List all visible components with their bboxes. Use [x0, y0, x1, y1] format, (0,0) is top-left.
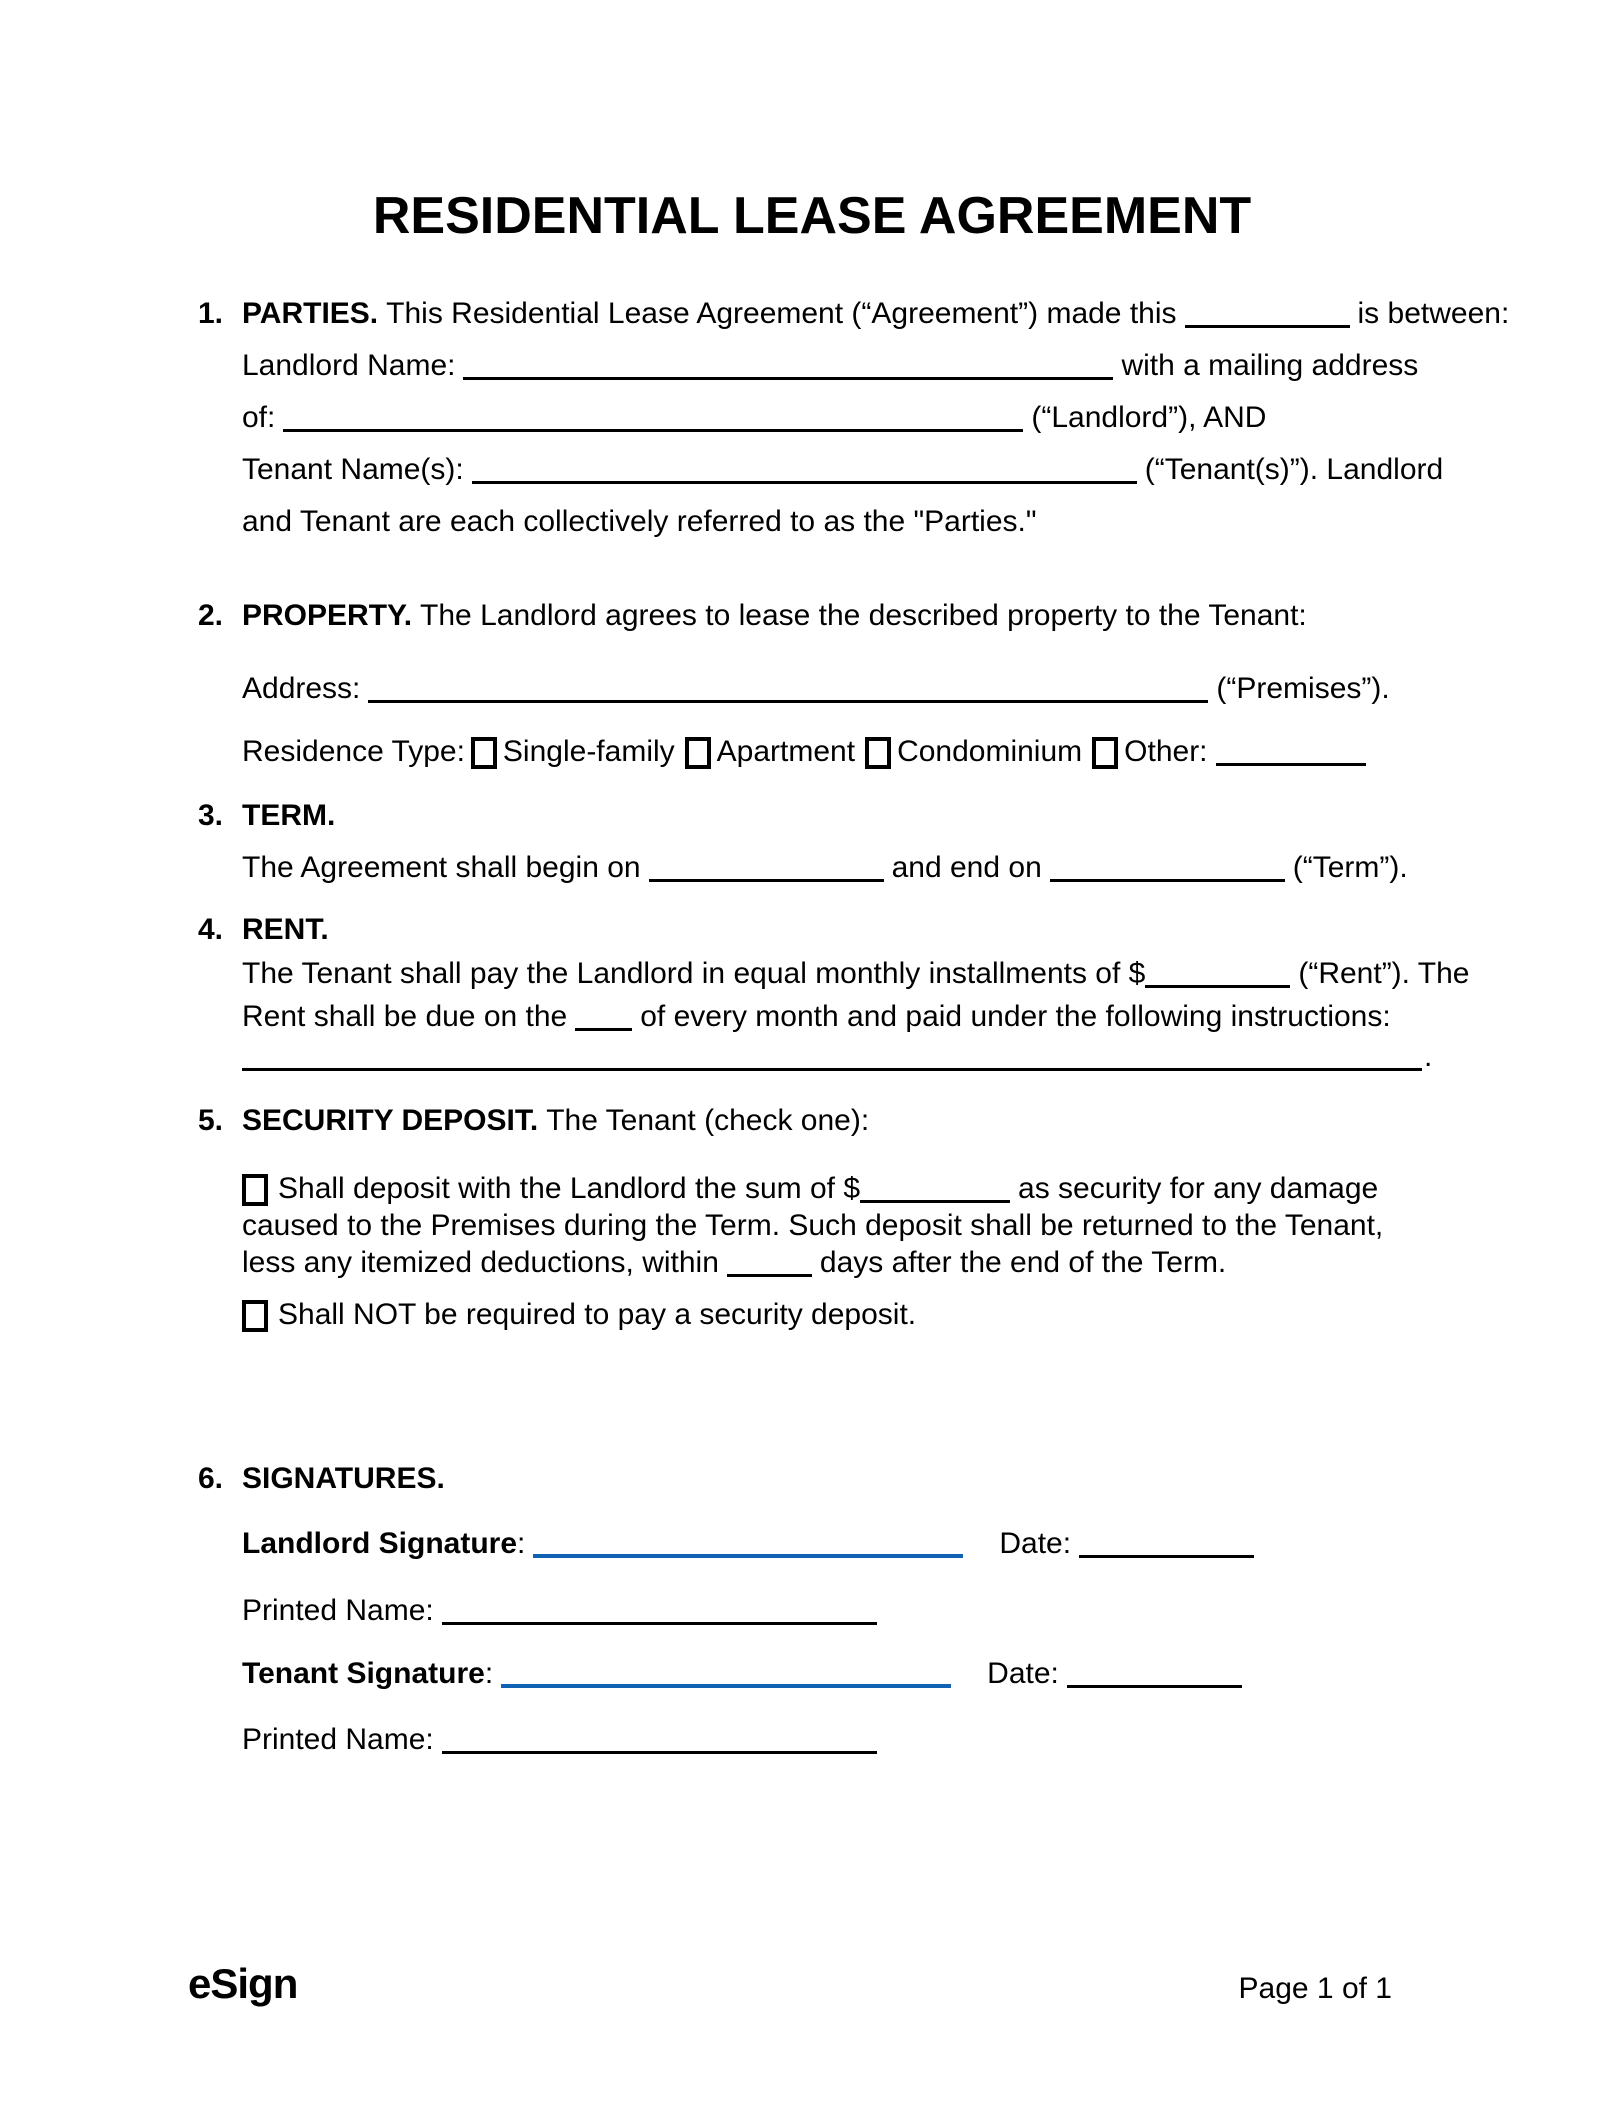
- term-dates-row: [242, 851, 1416, 885]
- tenant-names-blank[interactable]: [472, 462, 1137, 484]
- property-address-blank[interactable]: [368, 681, 1208, 703]
- term-end-date-blank[interactable]: [1050, 860, 1285, 882]
- landlord-name-row: [242, 349, 1426, 383]
- esign-logo: eSign: [188, 1960, 298, 2007]
- rent-due-day-blank[interactable]: [575, 1009, 632, 1031]
- deposit-amount-blank[interactable]: [860, 1181, 1010, 1203]
- deposit-days-blank[interactable]: [727, 1255, 812, 1277]
- signatures-heading: SIGNATURES.: [242, 1462, 445, 1495]
- deposit-option2-text: Shall NOT be required to pay a security deposit.: [278, 1298, 917, 1331]
- section-number-rent: 4.: [198, 913, 224, 946]
- landlord-address-blank[interactable]: [283, 410, 1023, 432]
- landlord-signature-label: Landlord Signature: [242, 1527, 518, 1560]
- payment-instructions-blank[interactable]: [242, 1049, 1422, 1071]
- property-intro: The Landlord agrees to lease the described property to the Tenant:: [420, 599, 1307, 632]
- deposit-heading: SECURITY DEPOSIT.: [242, 1104, 539, 1137]
- deposit-option2-paragraph: [242, 1296, 1442, 1333]
- rent-line3-post: .: [1424, 1040, 1433, 1073]
- term-middle: and end on: [891, 851, 1042, 884]
- tenant-date-label: Date:: [987, 1657, 1059, 1690]
- term-heading-row: [198, 799, 343, 833]
- landlord-name-label: Landlord Name:: [242, 349, 456, 382]
- deposit-option1-post: days after the end of the Term.: [819, 1246, 1227, 1279]
- section-number-term: 3.: [198, 799, 224, 832]
- property-heading: PROPERTY.: [242, 599, 413, 632]
- of-post: (“Landlord”), AND: [1031, 401, 1267, 434]
- term-start-date-blank[interactable]: [649, 860, 884, 882]
- landlord-date-label: Date:: [999, 1527, 1072, 1560]
- term-post: (“Term”).: [1292, 851, 1408, 884]
- signatures-heading-row: [198, 1462, 453, 1496]
- tenant-printed-name-blank[interactable]: [442, 1732, 877, 1754]
- residence-type-row: [242, 735, 1374, 769]
- deposit-heading-row: [198, 1104, 877, 1138]
- tenant-signature-date-blank[interactable]: [1067, 1666, 1242, 1688]
- payment-instructions-row: [242, 1040, 1440, 1074]
- section-number-signatures: 6.: [198, 1462, 224, 1495]
- page-indicator: Page 1 of 1: [1238, 1972, 1392, 2005]
- checkbox-single-family[interactable]: [471, 737, 497, 769]
- parties-intro-pre: This Residential Lease Agreement (“Agreement”) made this: [386, 297, 1177, 330]
- landlord-signature-row: [242, 1527, 1262, 1561]
- landlord-signature-date-blank[interactable]: [1079, 1536, 1254, 1558]
- property-address-row: [242, 672, 1398, 706]
- parties-intro-post: is between:: [1357, 297, 1510, 330]
- rent-due-row: [242, 1000, 1399, 1034]
- term-heading: TERM.: [242, 799, 336, 832]
- residence-type-label: Residence Type:: [242, 735, 465, 768]
- checkbox-no-deposit[interactable]: [242, 1300, 268, 1332]
- tenant-name-row: [242, 453, 1451, 487]
- checkbox-apartment[interactable]: [685, 737, 711, 769]
- rent-heading: RENT.: [242, 913, 329, 946]
- landlord-signature-line[interactable]: [533, 1536, 963, 1558]
- tenant-printed-name-row: [242, 1723, 885, 1757]
- deposit-option1-mid: as security for any damage caused to the Premises during the Term. Such deposit shall be returned to the Tenant, less any itemized deductions, within: [242, 1172, 1384, 1279]
- checkbox-other[interactable]: [1092, 737, 1118, 769]
- deposit-option1-paragraph: [242, 1170, 1442, 1281]
- option-single-family-label: Single-family: [502, 735, 675, 768]
- agreement-date-blank[interactable]: [1185, 306, 1350, 328]
- section-number-deposit: 5.: [198, 1104, 224, 1137]
- deposit-option1-pre: Shall deposit with the Landlord the sum of $: [278, 1172, 861, 1205]
- parties-heading: PARTIES.: [242, 297, 379, 330]
- of-label: of:: [242, 401, 276, 434]
- rent-amount-row: [242, 957, 1478, 991]
- landlord-name-post: with a mailing address: [1121, 349, 1419, 382]
- tenant-signature-line[interactable]: [501, 1666, 951, 1688]
- rent-amount-blank[interactable]: [1145, 966, 1290, 988]
- section-number-property: 2.: [198, 599, 224, 632]
- rent-heading-row: [198, 913, 337, 947]
- deposit-intro: The Tenant (check one):: [546, 1104, 870, 1137]
- tenant-signature-row: [242, 1657, 1250, 1691]
- document-title: RESIDENTIAL LEASE AGREEMENT: [372, 187, 1252, 245]
- parties-closing-row: [242, 505, 1045, 539]
- property-heading-row: [198, 599, 1315, 633]
- parties-closing: and Tenant are each collectively referred to as the "Parties.": [242, 505, 1037, 538]
- address-label: Address:: [242, 672, 361, 705]
- rent-line2-pre: Rent shall be due on the: [242, 1000, 568, 1033]
- rent-line1-pre: The Tenant shall pay the Landlord in equal monthly installments of $: [242, 957, 1146, 990]
- landlord-printed-name-row: [242, 1594, 885, 1628]
- tenant-name-label: Tenant Name(s):: [242, 453, 464, 486]
- tenant-printed-name-label: Printed Name:: [242, 1723, 434, 1756]
- tenant-signature-colon: :: [484, 1657, 494, 1690]
- landlord-signature-colon: :: [517, 1527, 526, 1560]
- landlord-printed-name-blank[interactable]: [442, 1603, 877, 1625]
- residence-other-blank[interactable]: [1216, 744, 1366, 766]
- rent-line2-post: of every month and paid under the following instructions:: [640, 1000, 1391, 1033]
- checkbox-deposit-required[interactable]: [242, 1174, 268, 1206]
- landlord-address-row: [242, 401, 1274, 435]
- section-number-parties: 1.: [198, 297, 224, 330]
- parties-intro-row: [198, 297, 1517, 331]
- landlord-name-blank[interactable]: [463, 358, 1113, 380]
- rent-line1-post: (“Rent”). The: [1298, 957, 1470, 990]
- tenant-signature-label: Tenant Signature: [242, 1657, 485, 1690]
- option-apartment-label: Apartment: [716, 735, 856, 768]
- option-other-label: Other:: [1124, 735, 1208, 768]
- landlord-printed-name-label: Printed Name:: [242, 1594, 434, 1627]
- checkbox-condominium[interactable]: [865, 737, 891, 769]
- option-condominium-label: Condominium: [897, 735, 1083, 768]
- term-begin-pre: The Agreement shall begin on: [242, 851, 641, 884]
- tenant-name-post: (“Tenant(s)”). Landlord: [1144, 453, 1444, 486]
- address-post: (“Premises”).: [1216, 672, 1390, 705]
